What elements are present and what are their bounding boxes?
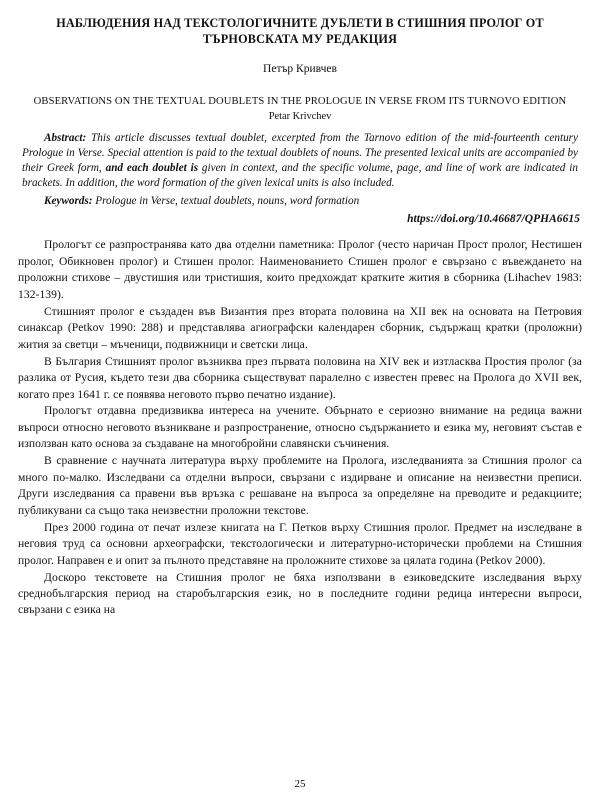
body-paragraph: Прологът се разпространява като два отделни паметника: Пролог (често наричан Прост пролог, Нестишен пролог, Обикновен пролог) и Стишен пролог. Наименованието Стишен пролог е свързано с въвеждането на проложни стихове – двустишия или тристишия, които предхождат кратките жития в сборника (Lihachev 1983: 132-139). — [18, 238, 582, 301]
abstract-text-part2: given in context, and the specific volume, page, and line of work are indicated in brackets. In addition, the word formation of the given lexical units is also included. — [22, 161, 578, 189]
doi-link[interactable]: https://doi.org/10.46687/QPHA6615 — [407, 213, 580, 226]
keywords-label: Keywords: — [44, 194, 93, 207]
author-bulgarian: Петър Кривчев — [263, 63, 337, 76]
abstract-text-emphasis: and each doublet is — [105, 161, 199, 174]
body-paragraph: Доскоро текстовете на Стишния пролог не бяха използвани в езиковедските изследвания върху среднобългарския период на старобългарския език, но в последните години редица интересни въпроси, свързани с езика на — [18, 570, 582, 617]
body-text — [18, 237, 582, 618]
page-title-bulgarian: НАБЛЮДЕНИЯ НАД ТЕКСТОЛОГИЧНИТЕ ДУБЛЕТИ В СТИШНИЯ ПРОЛОГ ОТ ТЪРНОВСКАТА МУ РЕДАКЦИЯ — [56, 16, 544, 46]
keywords-text: Prologue in Verse, textual doublets, nouns, word formation — [92, 194, 360, 207]
page-number: 25 — [294, 778, 306, 790]
keywords-block — [22, 194, 578, 209]
body-paragraph: През 2000 година от печат излезе книгата на Г. Петков върху Стишния пролог. Предмет на изследване в неговия труд са основни археографски, текстологически и литературно-исторически проблеми на Стишния пролог. Направен е и опит за пълното представяне на проложните стихове за цялата година (Petkov 2000). — [18, 520, 582, 567]
page-title-english: OBSERVATIONS ON THE TEXTUAL DOUBLETS IN THE PROLOGUE IN VERSE FROM ITS TURNOVO EDITION — [33, 96, 567, 108]
author-english: Petar Krivchev — [268, 110, 332, 122]
abstract-label: Abstract: — [44, 131, 87, 144]
abstract-text-part1: This article discusses textual doublet, excerpted from the Tarnovo edition of the mid-fourteenth century Prologue in Verse. Special attention is paid to the textual doublets of nouns. The presented lexical units are accompanied by their Greek form, — [22, 131, 578, 174]
body-paragraph: Прологът отдавна предизвиква интереса на учените. Обърнато е сериозно внимание на редица важни въпроси относно неговото възникване и разпространение, относно съдържанието и езика му, неговият състав е използван като основа за създаване на многобройни славянски съчинения. — [18, 404, 582, 451]
body-paragraph: Стишният пролог е създаден във Византия през втората половина на ХІІ век на основата на Петровия синаксар (Petkov 1990: 288) и представлява агиографски календарен сборник, съдържащ кратки (проложни) жития за светци – мъченици, подвижници и светски лица. — [18, 304, 582, 351]
body-paragraph: В България Стишният пролог възниква през първата половина на ХІV век и изтласква Простия пролог (за разлика от Русия, където тези два сборника съществуват паралелно с известен превес на Пролога до ХVІІ век, когато през 1641 г. се появява неговото първо печатно издание). — [18, 354, 582, 401]
body-paragraph: В сравнение с научната литература върху проблемите на Пролога, изследванията за Стишния пролог са много по-малко. Изследвани са отделни въпроси, свързани с издирване и описание на неизвестни преписи. Други изследвания са правени във връзка с решаване на въпроса за определяне на преводите и редакциите; публикувани са също така неизвестни проложни текстове. — [18, 454, 582, 517]
abstract-block — [22, 131, 578, 191]
